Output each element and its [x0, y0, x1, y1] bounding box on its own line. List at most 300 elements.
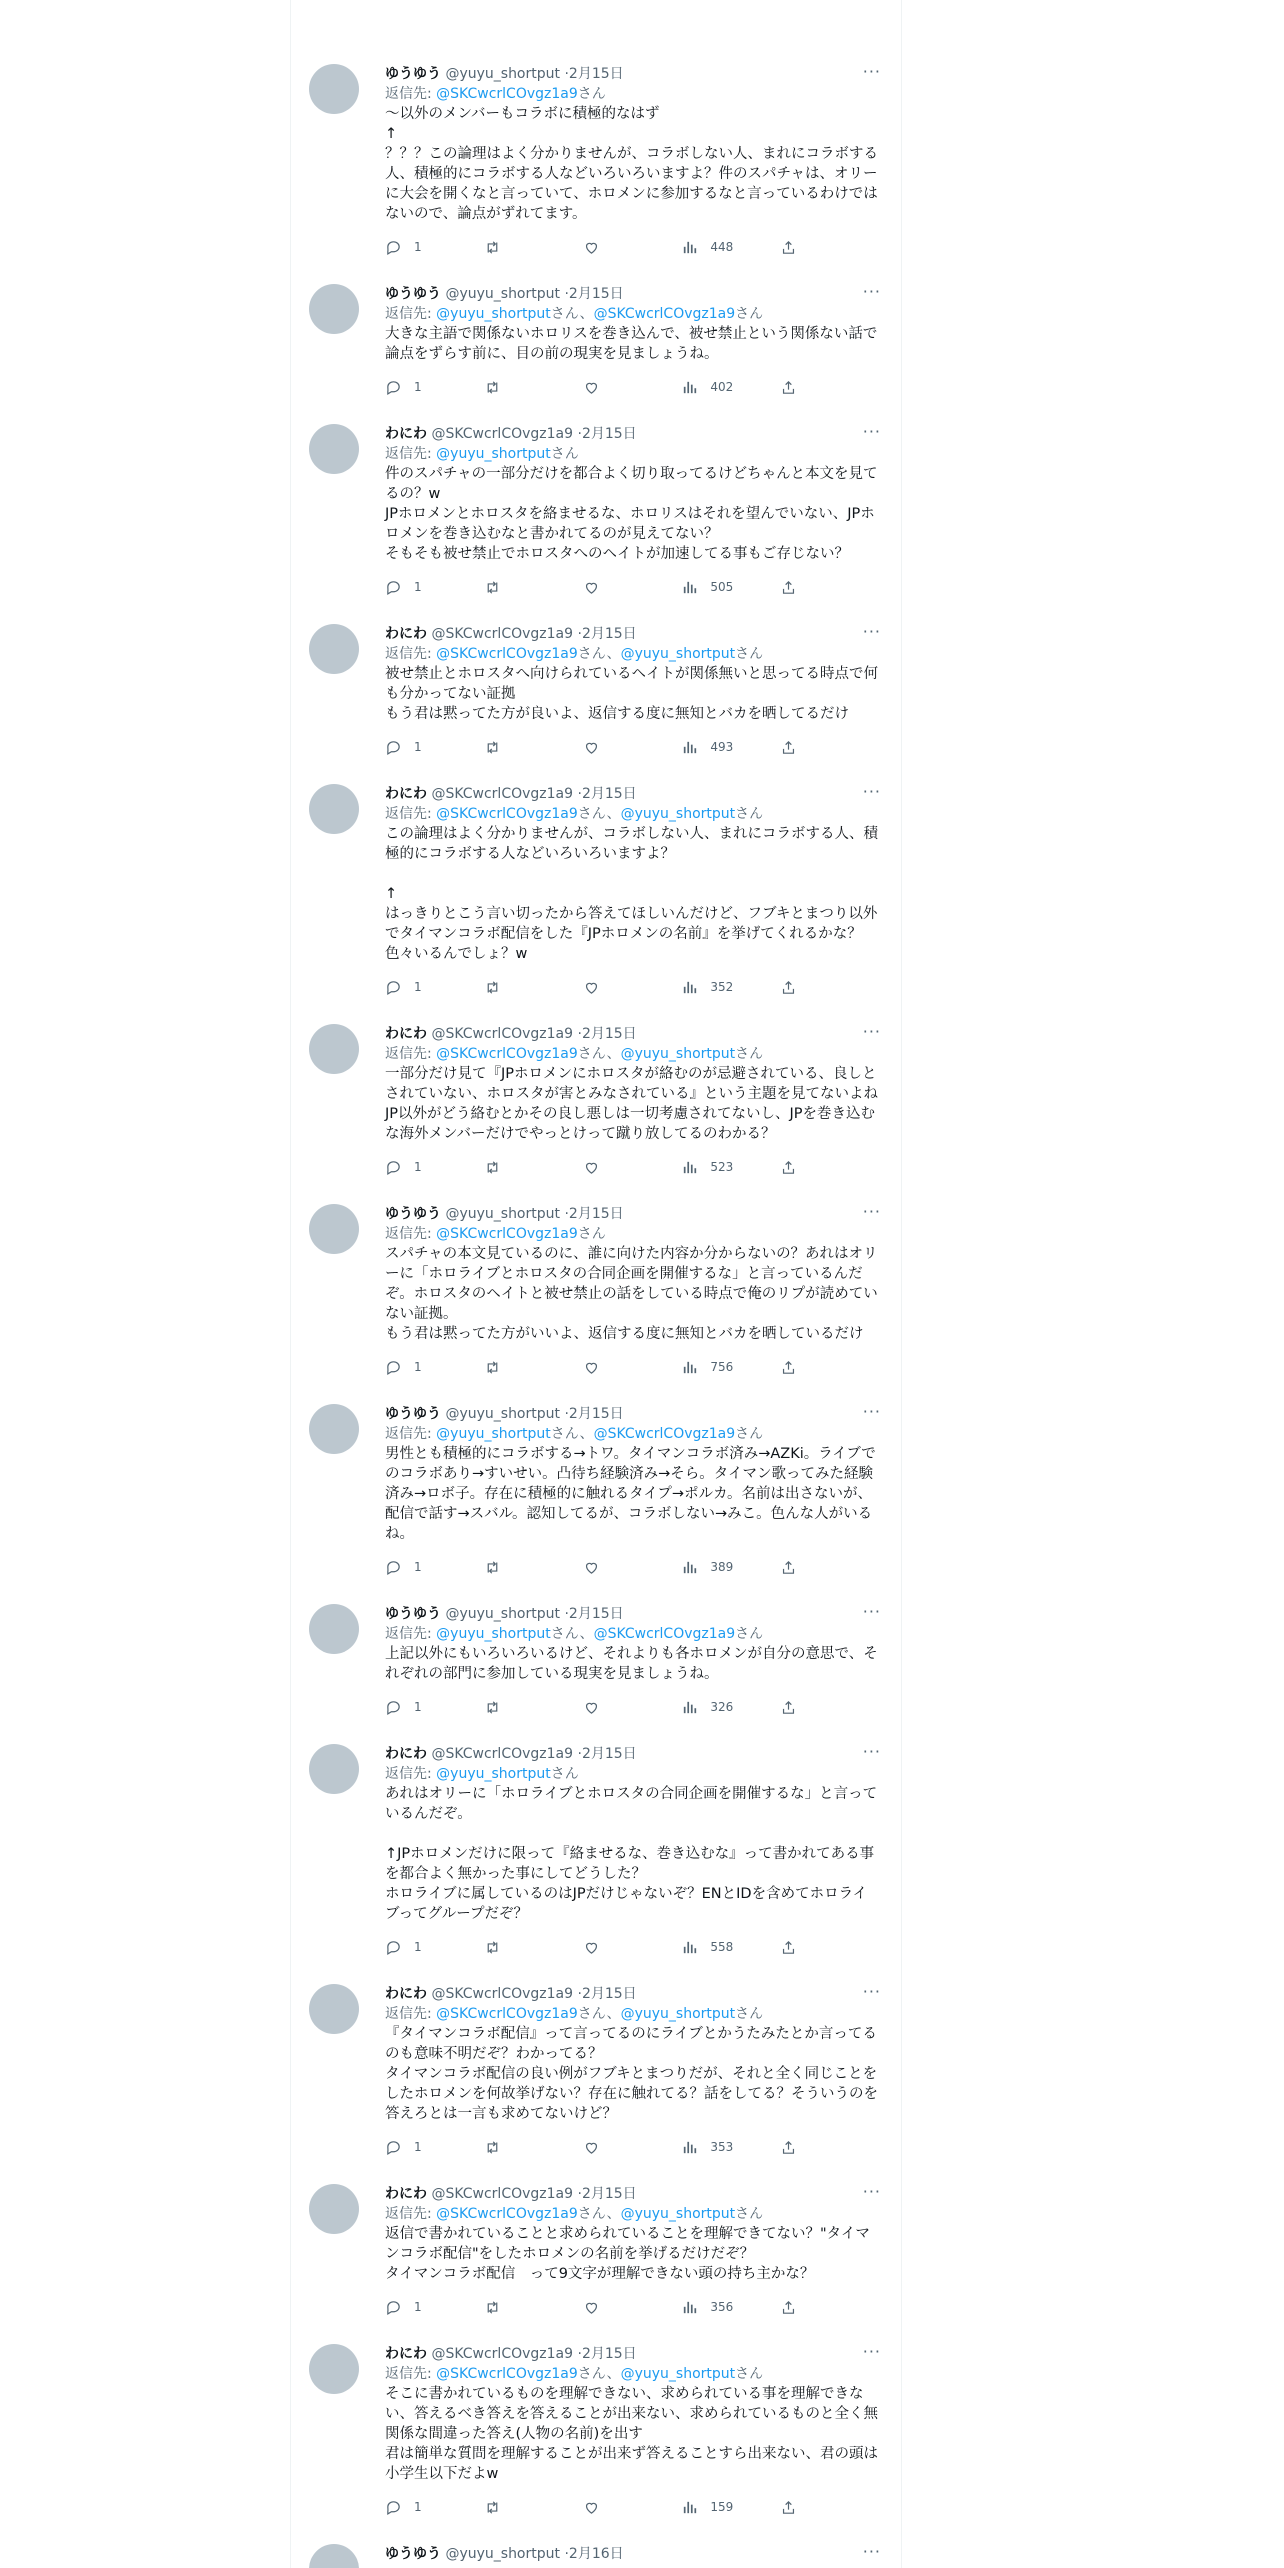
reply-count: 1: [414, 580, 422, 594]
tweet-header: [385, 2184, 879, 2204]
retweet-icon: [484, 1159, 501, 1176]
tweet-date[interactable]: 2月15日: [581, 2186, 637, 2202]
tweet[interactable]: [291, 1012, 901, 1182]
reply-count: 1: [414, 980, 422, 994]
display-name[interactable]: ゆうゆう: [385, 66, 441, 82]
share-button[interactable]: [780, 2499, 879, 2516]
view-count: 505: [710, 580, 734, 594]
user-handle[interactable]: @yuyu_shortput: [445, 2546, 560, 2562]
heart-icon: [583, 1939, 600, 1956]
views-chart-icon: [681, 739, 698, 756]
tweet-header: [385, 1984, 879, 2004]
reply-button[interactable]: [385, 739, 484, 756]
display-name[interactable]: わにわ: [385, 2186, 427, 2202]
reply-icon: [385, 739, 402, 756]
more-options-icon[interactable]: ···: [862, 782, 881, 801]
reply-prefix: 返信先:: [385, 1226, 437, 1242]
like-button[interactable]: [583, 979, 682, 996]
retweet-button[interactable]: [484, 979, 583, 996]
tweet-header: [385, 284, 879, 304]
like-button[interactable]: [583, 579, 682, 596]
views-button[interactable]: [681, 579, 780, 596]
tweet-date[interactable]: 2月15日: [568, 1406, 624, 1422]
share-button[interactable]: [780, 2139, 879, 2156]
reply-to-line: [385, 2364, 879, 2384]
reply-to-line: [385, 304, 879, 324]
reply-button[interactable]: [385, 1559, 484, 1576]
views-button[interactable]: [681, 1559, 780, 1576]
reply-to-handle-link[interactable]: @yuyu_shortput: [436, 1626, 551, 1642]
reply-button[interactable]: [385, 1699, 484, 1716]
tweet-header: [385, 2344, 879, 2364]
tweet[interactable]: [291, 1592, 901, 1722]
user-handle[interactable]: @SKCwcrlCOvgz1a9: [431, 626, 574, 642]
tweet-date[interactable]: 2月15日: [581, 1746, 637, 1762]
tweet-date[interactable]: 2月15日: [581, 786, 637, 802]
reply-to-handle-link[interactable]: @SKCwcrlCOvgz1a9: [436, 806, 578, 822]
reply-separator: 、: [579, 1626, 594, 1642]
action-bar: [385, 2492, 879, 2522]
tweet-header: [385, 1604, 879, 1624]
reply-to-line: [385, 444, 879, 464]
user-handle[interactable]: @SKCwcrlCOvgz1a9: [431, 1026, 574, 1042]
tweet-text: 男性とも積極的にコラボする→トワ。タイマンコラボ済み→AZKi。ライブでのコラボあり→すいせい。凸待ち経験済み→そら。タイマン歌ってみた経験済み→ロボ子。存在に積極的に触れるタイプ→ポルカ。名前は出さないが、配信で話す→スバル。認知してるが、コラボしない→みこ。色んな人がいるね。: [385, 1446, 876, 1542]
honorific: さん: [550, 1426, 580, 1442]
user-handle[interactable]: @SKCwcrlCOvgz1a9: [431, 1746, 574, 1762]
display-name[interactable]: わにわ: [385, 786, 427, 802]
share-icon: [780, 579, 797, 596]
tweet-date[interactable]: 2月15日: [581, 2346, 637, 2362]
honorific: さん: [735, 806, 764, 822]
tweet-date[interactable]: 2月16日: [568, 2546, 624, 2562]
honorific: さん: [577, 2006, 607, 2022]
views-button[interactable]: [681, 2499, 780, 2516]
share-button[interactable]: [780, 579, 879, 596]
more-options-icon[interactable]: ···: [862, 1742, 881, 1761]
reply-to-handle-link[interactable]: @yuyu_shortput: [620, 646, 736, 662]
reply-to-line: [385, 84, 879, 104]
display-name[interactable]: わにわ: [385, 1986, 427, 2002]
display-name[interactable]: ゆうゆう: [385, 1206, 441, 1222]
display-name[interactable]: ゆうゆう: [385, 286, 441, 302]
reply-to-line: [385, 804, 879, 824]
reply-to-line: [385, 1224, 879, 1244]
views-chart-icon: [681, 2499, 698, 2516]
avatar[interactable]: [309, 1204, 359, 1254]
retweet-icon: [484, 239, 501, 256]
reply-separator: 、: [606, 646, 621, 662]
retweet-icon: [484, 2499, 501, 2516]
tweet-date[interactable]: 2月15日: [568, 286, 624, 302]
reply-icon: [385, 379, 402, 396]
share-icon: [780, 2139, 797, 2156]
action-bar: [385, 1692, 879, 1722]
share-button[interactable]: [780, 739, 879, 756]
tweet[interactable]: [291, 412, 901, 602]
action-bar: [385, 732, 879, 762]
view-count: 493: [710, 740, 734, 754]
dot-separator: ·: [577, 1986, 582, 2002]
retweet-button[interactable]: [484, 579, 583, 596]
reply-to-handle-link[interactable]: @SKCwcrlCOvgz1a9: [436, 2206, 578, 2222]
avatar[interactable]: [309, 284, 359, 334]
views-button[interactable]: [681, 739, 780, 756]
reply-button[interactable]: [385, 1159, 484, 1176]
views-button[interactable]: [681, 1939, 780, 1956]
tweet-text: スパチャの本文見ているのに、誰に向けた内容か分からないの？あれはオリーに「ホロライブとホロスタの合同企画を開催するな」と言っているんだぞ。ホロスタのヘイトと被せ禁止の話をしている時点で俺のリプが読めていない証拠。 もう君は黙ってた方がいいよ、返信する度に無知とバカを晒しているだけ: [385, 1246, 878, 1342]
views-button[interactable]: [681, 239, 780, 256]
avatar[interactable]: [309, 2184, 359, 2234]
retweet-button[interactable]: [484, 239, 583, 256]
reply-prefix: 返信先:: [385, 806, 437, 822]
avatar[interactable]: [309, 1024, 359, 1074]
share-icon: [780, 1939, 797, 1956]
more-options-icon[interactable]: ···: [862, 2342, 881, 2361]
reply-button[interactable]: [385, 579, 484, 596]
views-button[interactable]: [681, 1359, 780, 1376]
retweet-button[interactable]: [484, 379, 583, 396]
reply-prefix: 返信先:: [385, 86, 437, 102]
heart-icon: [583, 2499, 600, 2516]
tweet[interactable]: [291, 272, 901, 402]
like-button[interactable]: [583, 2299, 682, 2316]
reply-count: 1: [414, 1560, 422, 1574]
more-options-icon[interactable]: ···: [862, 1202, 881, 1221]
reply-prefix: 返信先:: [385, 306, 437, 322]
tweet-date[interactable]: 2月15日: [568, 66, 624, 82]
share-button[interactable]: [780, 1159, 879, 1176]
tweet-date[interactable]: 2月15日: [568, 1606, 624, 1622]
dot-separator: ·: [564, 2546, 569, 2562]
like-button[interactable]: [583, 739, 682, 756]
retweet-icon: [484, 1939, 501, 1956]
retweet-button[interactable]: [484, 2499, 583, 2516]
retweet-button[interactable]: [484, 2139, 583, 2156]
user-handle[interactable]: @yuyu_shortput: [445, 286, 560, 302]
honorific: さん: [577, 2366, 607, 2382]
reply-icon: [385, 2299, 402, 2316]
reply-to-handle-link[interactable]: @SKCwcrlCOvgz1a9: [436, 2006, 578, 2022]
reply-separator: 、: [579, 306, 594, 322]
like-button[interactable]: [583, 1699, 682, 1716]
like-button[interactable]: [583, 1159, 682, 1176]
reply-separator: 、: [606, 806, 621, 822]
avatar[interactable]: [309, 624, 359, 674]
reply-to-handle-link[interactable]: @SKCwcrlCOvgz1a9: [593, 1626, 736, 1642]
reply-separator: 、: [579, 1426, 594, 1442]
action-bar: [385, 1552, 879, 1582]
reply-count: 1: [414, 2140, 422, 2154]
like-button[interactable]: [583, 239, 682, 256]
reply-button[interactable]: [385, 2139, 484, 2156]
heart-icon: [583, 239, 600, 256]
like-button[interactable]: [583, 1939, 682, 1956]
honorific: さん: [735, 306, 764, 322]
views-button[interactable]: [681, 379, 780, 396]
reply-to-handle-link[interactable]: @SKCwcrlCOvgz1a9: [436, 1046, 578, 1062]
reply-to-handle-link[interactable]: @SKCwcrlCOvgz1a9: [436, 1226, 578, 1242]
reply-to-line: [385, 1764, 879, 1784]
avatar[interactable]: [309, 1404, 359, 1454]
reply-button[interactable]: [385, 1359, 484, 1376]
views-button[interactable]: [681, 1699, 780, 1716]
tweet[interactable]: [291, 1972, 901, 2162]
reply-icon: [385, 239, 402, 256]
reply-to-line: [385, 644, 879, 664]
views-chart-icon: [681, 239, 698, 256]
reply-separator: 、: [606, 1046, 621, 1062]
dot-separator: ·: [577, 1746, 582, 1762]
user-handle[interactable]: @SKCwcrlCOvgz1a9: [431, 2346, 574, 2362]
user-handle[interactable]: @yuyu_shortput: [445, 1206, 560, 1222]
reply-to-handle-link[interactable]: @yuyu_shortput: [620, 2366, 736, 2382]
honorific: さん: [735, 2006, 764, 2022]
reply-prefix: 返信先:: [385, 1626, 437, 1642]
tweet-text: この論理はよく分かりませんが、コラボしない人、まれにコラボする人、積極的にコラボする人などいろいろいますよ？ ↑ はっきりとこう言い切ったから答えてほしいんだけど、フブキとまつり以外でタイマンコラボ配信をした『JPホロメンの名前』を挙げてくれるかな？色々いるんでしょ？w: [385, 826, 878, 962]
honorific: さん: [577, 1046, 607, 1062]
retweet-button[interactable]: [484, 1559, 583, 1576]
user-handle[interactable]: @SKCwcrlCOvgz1a9: [431, 2186, 574, 2202]
retweet-button[interactable]: [484, 1159, 583, 1176]
more-options-icon[interactable]: ···: [862, 1402, 881, 1421]
honorific: さん: [577, 1226, 606, 1242]
reply-icon: [385, 1359, 402, 1376]
retweet-button[interactable]: [484, 1699, 583, 1716]
retweet-button[interactable]: [484, 739, 583, 756]
heart-icon: [583, 739, 600, 756]
more-options-icon[interactable]: ···: [862, 622, 881, 641]
tweet-text: そこに書かれているものを理解できない、求められている事を理解できない、答えるべき答えを答えることが出来ない、求められているものと全く無関係な間違った答え(人物の名前)を出す 君は簡単な質問を理解することが出来ず答えることすら出来ない、君の頭は小学生以下だよw: [385, 2386, 878, 2482]
heart-icon: [583, 1359, 600, 1376]
avatar[interactable]: [309, 1744, 359, 1794]
retweet-icon: [484, 739, 501, 756]
retweet-button[interactable]: [484, 1939, 583, 1956]
user-handle[interactable]: @SKCwcrlCOvgz1a9: [431, 1986, 574, 2002]
reply-icon: [385, 2139, 402, 2156]
view-count: 448: [710, 240, 734, 254]
avatar[interactable]: [309, 424, 359, 474]
display-name[interactable]: わにわ: [385, 2346, 427, 2362]
display-name[interactable]: ゆうゆう: [385, 1406, 441, 1422]
display-name[interactable]: わにわ: [385, 1746, 427, 1762]
tweet-text: 一部分だけ見て『JPホロメンにホロスタが絡むのが忌避されている、良しとされていない、ホロスタが害とみなされている』という主題を見てないよね JP以外がどう絡むとかその良し悪しは一切考慮されてないし、JPを巻き込むな海外メンバーだけでやっとけって蹴り放してるのわかる？: [385, 1066, 878, 1142]
reply-button[interactable]: [385, 1939, 484, 1956]
reply-to-handle-link[interactable]: @yuyu_shortput: [620, 806, 736, 822]
tweet[interactable]: [291, 1192, 901, 1382]
like-button[interactable]: [583, 1359, 682, 1376]
honorific: さん: [577, 86, 606, 102]
reply-to-line: [385, 2004, 879, 2024]
share-icon: [780, 739, 797, 756]
avatar[interactable]: [309, 2344, 359, 2394]
reply-button[interactable]: [385, 2299, 484, 2316]
display-name[interactable]: わにわ: [385, 626, 427, 642]
more-options-icon[interactable]: ···: [862, 422, 881, 441]
view-count: 356: [710, 2300, 734, 2314]
share-icon: [780, 1359, 797, 1376]
like-button[interactable]: [583, 2139, 682, 2156]
reply-to-handle-link[interactable]: @yuyu_shortput: [436, 1426, 551, 1442]
share-button[interactable]: [780, 1359, 879, 1376]
share-icon: [780, 979, 797, 996]
like-button[interactable]: [583, 379, 682, 396]
action-bar: [385, 232, 879, 262]
reply-to-handle-link[interactable]: @yuyu_shortput: [436, 306, 551, 322]
honorific: さん: [577, 2206, 607, 2222]
share-icon: [780, 2299, 797, 2316]
reply-to-handle-link[interactable]: @SKCwcrlCOvgz1a9: [593, 306, 736, 322]
reply-prefix: 返信先:: [385, 2206, 437, 2222]
like-button[interactable]: [583, 2499, 682, 2516]
dot-separator: ·: [564, 1406, 569, 1422]
tweet-date[interactable]: 2月15日: [581, 426, 637, 442]
reply-to-line: [385, 1044, 879, 1064]
reply-count: 1: [414, 740, 422, 754]
dot-separator: ·: [564, 66, 569, 82]
reply-to-line: [385, 1624, 879, 1644]
avatar[interactable]: [309, 64, 359, 114]
tweet[interactable]: [291, 2172, 901, 2322]
tweet-date[interactable]: 2月15日: [581, 626, 637, 642]
view-count: 326: [710, 1700, 734, 1714]
display-name[interactable]: わにわ: [385, 1026, 427, 1042]
reply-button[interactable]: [385, 2499, 484, 2516]
view-count: 402: [710, 380, 734, 394]
tweet[interactable]: [291, 612, 901, 762]
user-handle[interactable]: @yuyu_shortput: [445, 1606, 560, 1622]
share-button[interactable]: [780, 1699, 879, 1716]
dot-separator: ·: [564, 1206, 569, 1222]
honorific: さん: [735, 2366, 764, 2382]
tweet-text: 返信で書かれていることと求められていることを理解できてない？"タイマンコラボ配信"をしたホロメンの名前を挙げるだけだぞ？ タイマンコラボ配信 って9文字が理解できない頭の持ち主かな？: [385, 2226, 870, 2282]
views-chart-icon: [681, 1559, 698, 1576]
retweet-icon: [484, 979, 501, 996]
reply-to-handle-link[interactable]: @yuyu_shortput: [620, 2206, 736, 2222]
reply-to-handle-link[interactable]: @SKCwcrlCOvgz1a9: [436, 646, 578, 662]
more-options-icon[interactable]: ···: [862, 1602, 881, 1621]
tweet[interactable]: [291, 2332, 901, 2522]
tweet[interactable]: [291, 1392, 901, 1582]
reply-to-handle-link[interactable]: @yuyu_shortput: [620, 1046, 736, 1062]
dot-separator: ·: [564, 286, 569, 302]
tweet-date[interactable]: 2月15日: [581, 1026, 637, 1042]
retweet-button[interactable]: [484, 2299, 583, 2316]
reply-button[interactable]: [385, 979, 484, 996]
reply-to-handle-link[interactable]: @SKCwcrlCOvgz1a9: [593, 1426, 736, 1442]
reply-to-handle-link[interactable]: @yuyu_shortput: [436, 1766, 551, 1782]
reply-to-handle-link[interactable]: @yuyu_shortput: [620, 2006, 736, 2022]
reply-button[interactable]: [385, 239, 484, 256]
tweet-text: 被せ禁止とホロスタへ向けられているヘイトが関係無いと思ってる時点で何も分かってない証拠 もう君は黙ってた方が良いよ、返信する度に無知とバカを晒してるだけ: [385, 666, 878, 722]
tweet[interactable]: [291, 772, 901, 1002]
views-button[interactable]: [681, 2299, 780, 2316]
heart-icon: [583, 2299, 600, 2316]
more-options-icon[interactable]: ···: [862, 1022, 881, 1041]
user-handle[interactable]: @yuyu_shortput: [445, 66, 560, 82]
reply-icon: [385, 2499, 402, 2516]
share-button[interactable]: [780, 2299, 879, 2316]
like-button[interactable]: [583, 1559, 682, 1576]
action-bar: [385, 1932, 879, 1962]
reply-count: 1: [414, 2300, 422, 2314]
reply-prefix: 返信先:: [385, 1766, 437, 1782]
reply-to-handle-link[interactable]: @SKCwcrlCOvgz1a9: [436, 86, 578, 102]
view-count: 558: [710, 1940, 734, 1954]
display-name[interactable]: ゆうゆう: [385, 2546, 441, 2562]
honorific: さん: [735, 1046, 764, 1062]
dot-separator: ·: [577, 626, 582, 642]
share-button[interactable]: [780, 1559, 879, 1576]
reply-to-handle-link[interactable]: @yuyu_shortput: [436, 446, 551, 462]
retweet-button[interactable]: [484, 1359, 583, 1376]
reply-to-line: [385, 1424, 879, 1444]
action-bar: [385, 2292, 879, 2322]
more-options-icon[interactable]: ···: [862, 282, 881, 301]
reply-to-handle-link[interactable]: @SKCwcrlCOvgz1a9: [436, 2366, 578, 2382]
share-button[interactable]: [780, 1939, 879, 1956]
action-bar: [385, 1352, 879, 1382]
tweet-header: [385, 1024, 879, 1044]
user-handle[interactable]: @SKCwcrlCOvgz1a9: [431, 426, 574, 442]
heart-icon: [583, 1159, 600, 1176]
views-button[interactable]: [681, 2139, 780, 2156]
tweet-date[interactable]: 2月15日: [581, 1986, 637, 2002]
reply-thread: [291, 52, 901, 2564]
tweet-header: [385, 784, 879, 804]
display-name[interactable]: ゆうゆう: [385, 1606, 441, 1622]
reply-prefix: 返信先:: [385, 1046, 437, 1062]
tweet[interactable]: [291, 2532, 901, 2564]
tweet-date[interactable]: 2月15日: [568, 1206, 624, 1222]
share-button[interactable]: [780, 379, 879, 396]
reply-count: 1: [414, 1940, 422, 1954]
heart-icon: [583, 1559, 600, 1576]
views-button[interactable]: [681, 979, 780, 996]
avatar[interactable]: [309, 2544, 359, 2568]
display-name[interactable]: わにわ: [385, 426, 427, 442]
tweet-text: 上記以外にもいろいろいるけど、それよりも各ホロメンが自分の意思で、それぞれの部門に参加している現実を見ましょうね。: [385, 1646, 878, 1682]
honorific: さん: [550, 1766, 579, 1782]
heart-icon: [583, 579, 600, 596]
more-options-icon[interactable]: ···: [862, 2542, 881, 2561]
retweet-icon: [484, 379, 501, 396]
dot-separator: ·: [577, 2186, 582, 2202]
tweet[interactable]: [291, 1732, 901, 1962]
share-button[interactable]: [780, 979, 879, 996]
action-bar: [385, 1152, 879, 1182]
share-icon: [780, 1559, 797, 1576]
views-chart-icon: [681, 1159, 698, 1176]
view-count: 159: [710, 2500, 734, 2514]
tweet-header: [385, 424, 879, 444]
tweet[interactable]: [291, 52, 901, 262]
user-handle[interactable]: @yuyu_shortput: [445, 1406, 560, 1422]
user-handle[interactable]: @SKCwcrlCOvgz1a9: [431, 786, 574, 802]
reply-button[interactable]: [385, 379, 484, 396]
avatar[interactable]: [309, 1604, 359, 1654]
avatar[interactable]: [309, 784, 359, 834]
retweet-icon: [484, 579, 501, 596]
avatar[interactable]: [309, 1984, 359, 2034]
more-options-icon[interactable]: ···: [862, 2182, 881, 2201]
more-options-icon[interactable]: ···: [862, 1982, 881, 2001]
reply-icon: [385, 1699, 402, 1716]
views-button[interactable]: [681, 1159, 780, 1176]
more-options-icon[interactable]: ···: [862, 62, 881, 81]
views-chart-icon: [681, 1939, 698, 1956]
share-button[interactable]: [780, 239, 879, 256]
reply-count: 1: [414, 240, 422, 254]
